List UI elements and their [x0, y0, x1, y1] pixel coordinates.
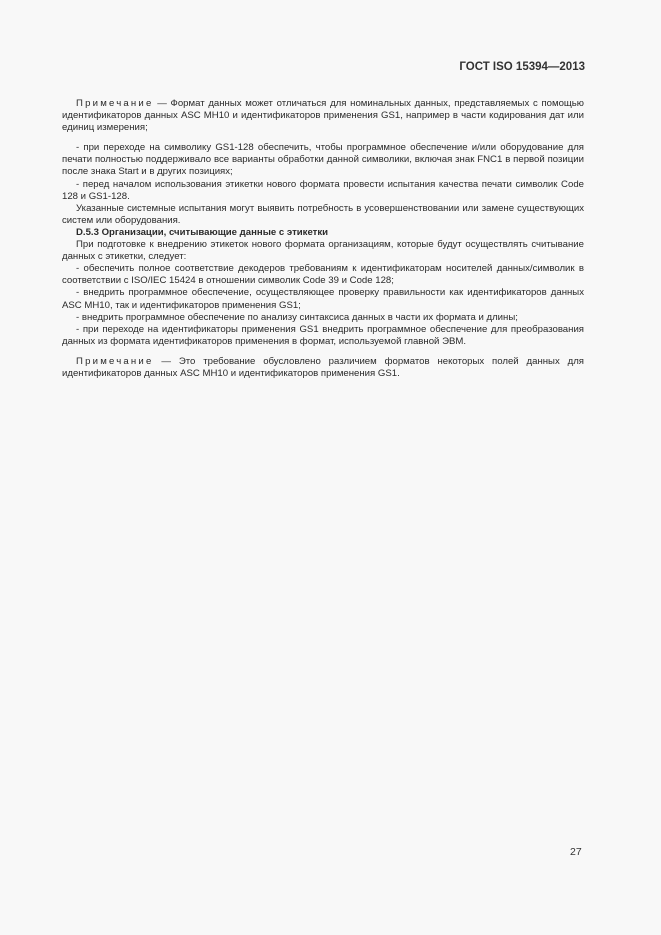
document-header-standard: ГОСТ ISO 15394—2013 [459, 61, 585, 73]
page-number: 27 [570, 846, 582, 858]
note-text: — Это требование обусловлено различием форматов некоторых полей данных для идентификаторов данных ASC MH10 и идентификаторов применения GS1. [62, 355, 584, 379]
list-item: - внедрить программное обеспечение по анализу синтаксиса данных в части их формата и длины; [76, 311, 518, 323]
note-paragraph [62, 356, 584, 380]
list-item: - при переходе на символику GS1-128 обеспечить, чтобы программное обеспечение и/или оборудование для печати полностью поддерживало все варианты обработки данной символики, включая знак FNC1 в первой позиции после знака Start и в других позициях; [62, 142, 584, 178]
section-heading: D.5.3 Организации, считывающие данные с этикетки [76, 226, 329, 238]
list-item: - перед началом использования этикетки нового формата провести испытания качества печати символик Code 128 и GS1-128. [62, 178, 584, 202]
list-item: - обеспечить полное соответствие декодеров требованиям к идентификаторам носителей данных/символик в соответствии с ISO/IEC 15424 в отношении символик Code 39 и Code 128; [62, 263, 584, 287]
section-intro: При подготовке к внедрению этикеток нового формата организациям, которые будут осуществлять считывание данных с этикетки, следует: [62, 239, 584, 263]
note-paragraph [62, 98, 584, 134]
note-label: Примечание [76, 355, 154, 367]
note-text: — Формат данных может отличаться для номинальных данных, представляемых с помощью идентификаторов данных ASC MH10 и идентификаторов применения GS1, например в части кодирования дат или единиц измерения; [62, 98, 584, 134]
note-label: Примечание [76, 98, 154, 109]
list-item: - при переходе на идентификаторы применения GS1 внедрить программное обеспечение для преобразования данных из формата идентификаторов применения в формат, используемой главной ЭВМ. [62, 323, 584, 347]
list-item: - внедрить программное обеспечение, осуществляющее проверку правильности как идентификаторов данных ASC MH10, так и идентификаторов применения GS1; [62, 287, 584, 311]
page-content [62, 98, 584, 380]
paragraph: Указанные системные испытания могут выявить потребность в усовершенствовании или замене существующих систем или оборудования. [62, 202, 584, 226]
